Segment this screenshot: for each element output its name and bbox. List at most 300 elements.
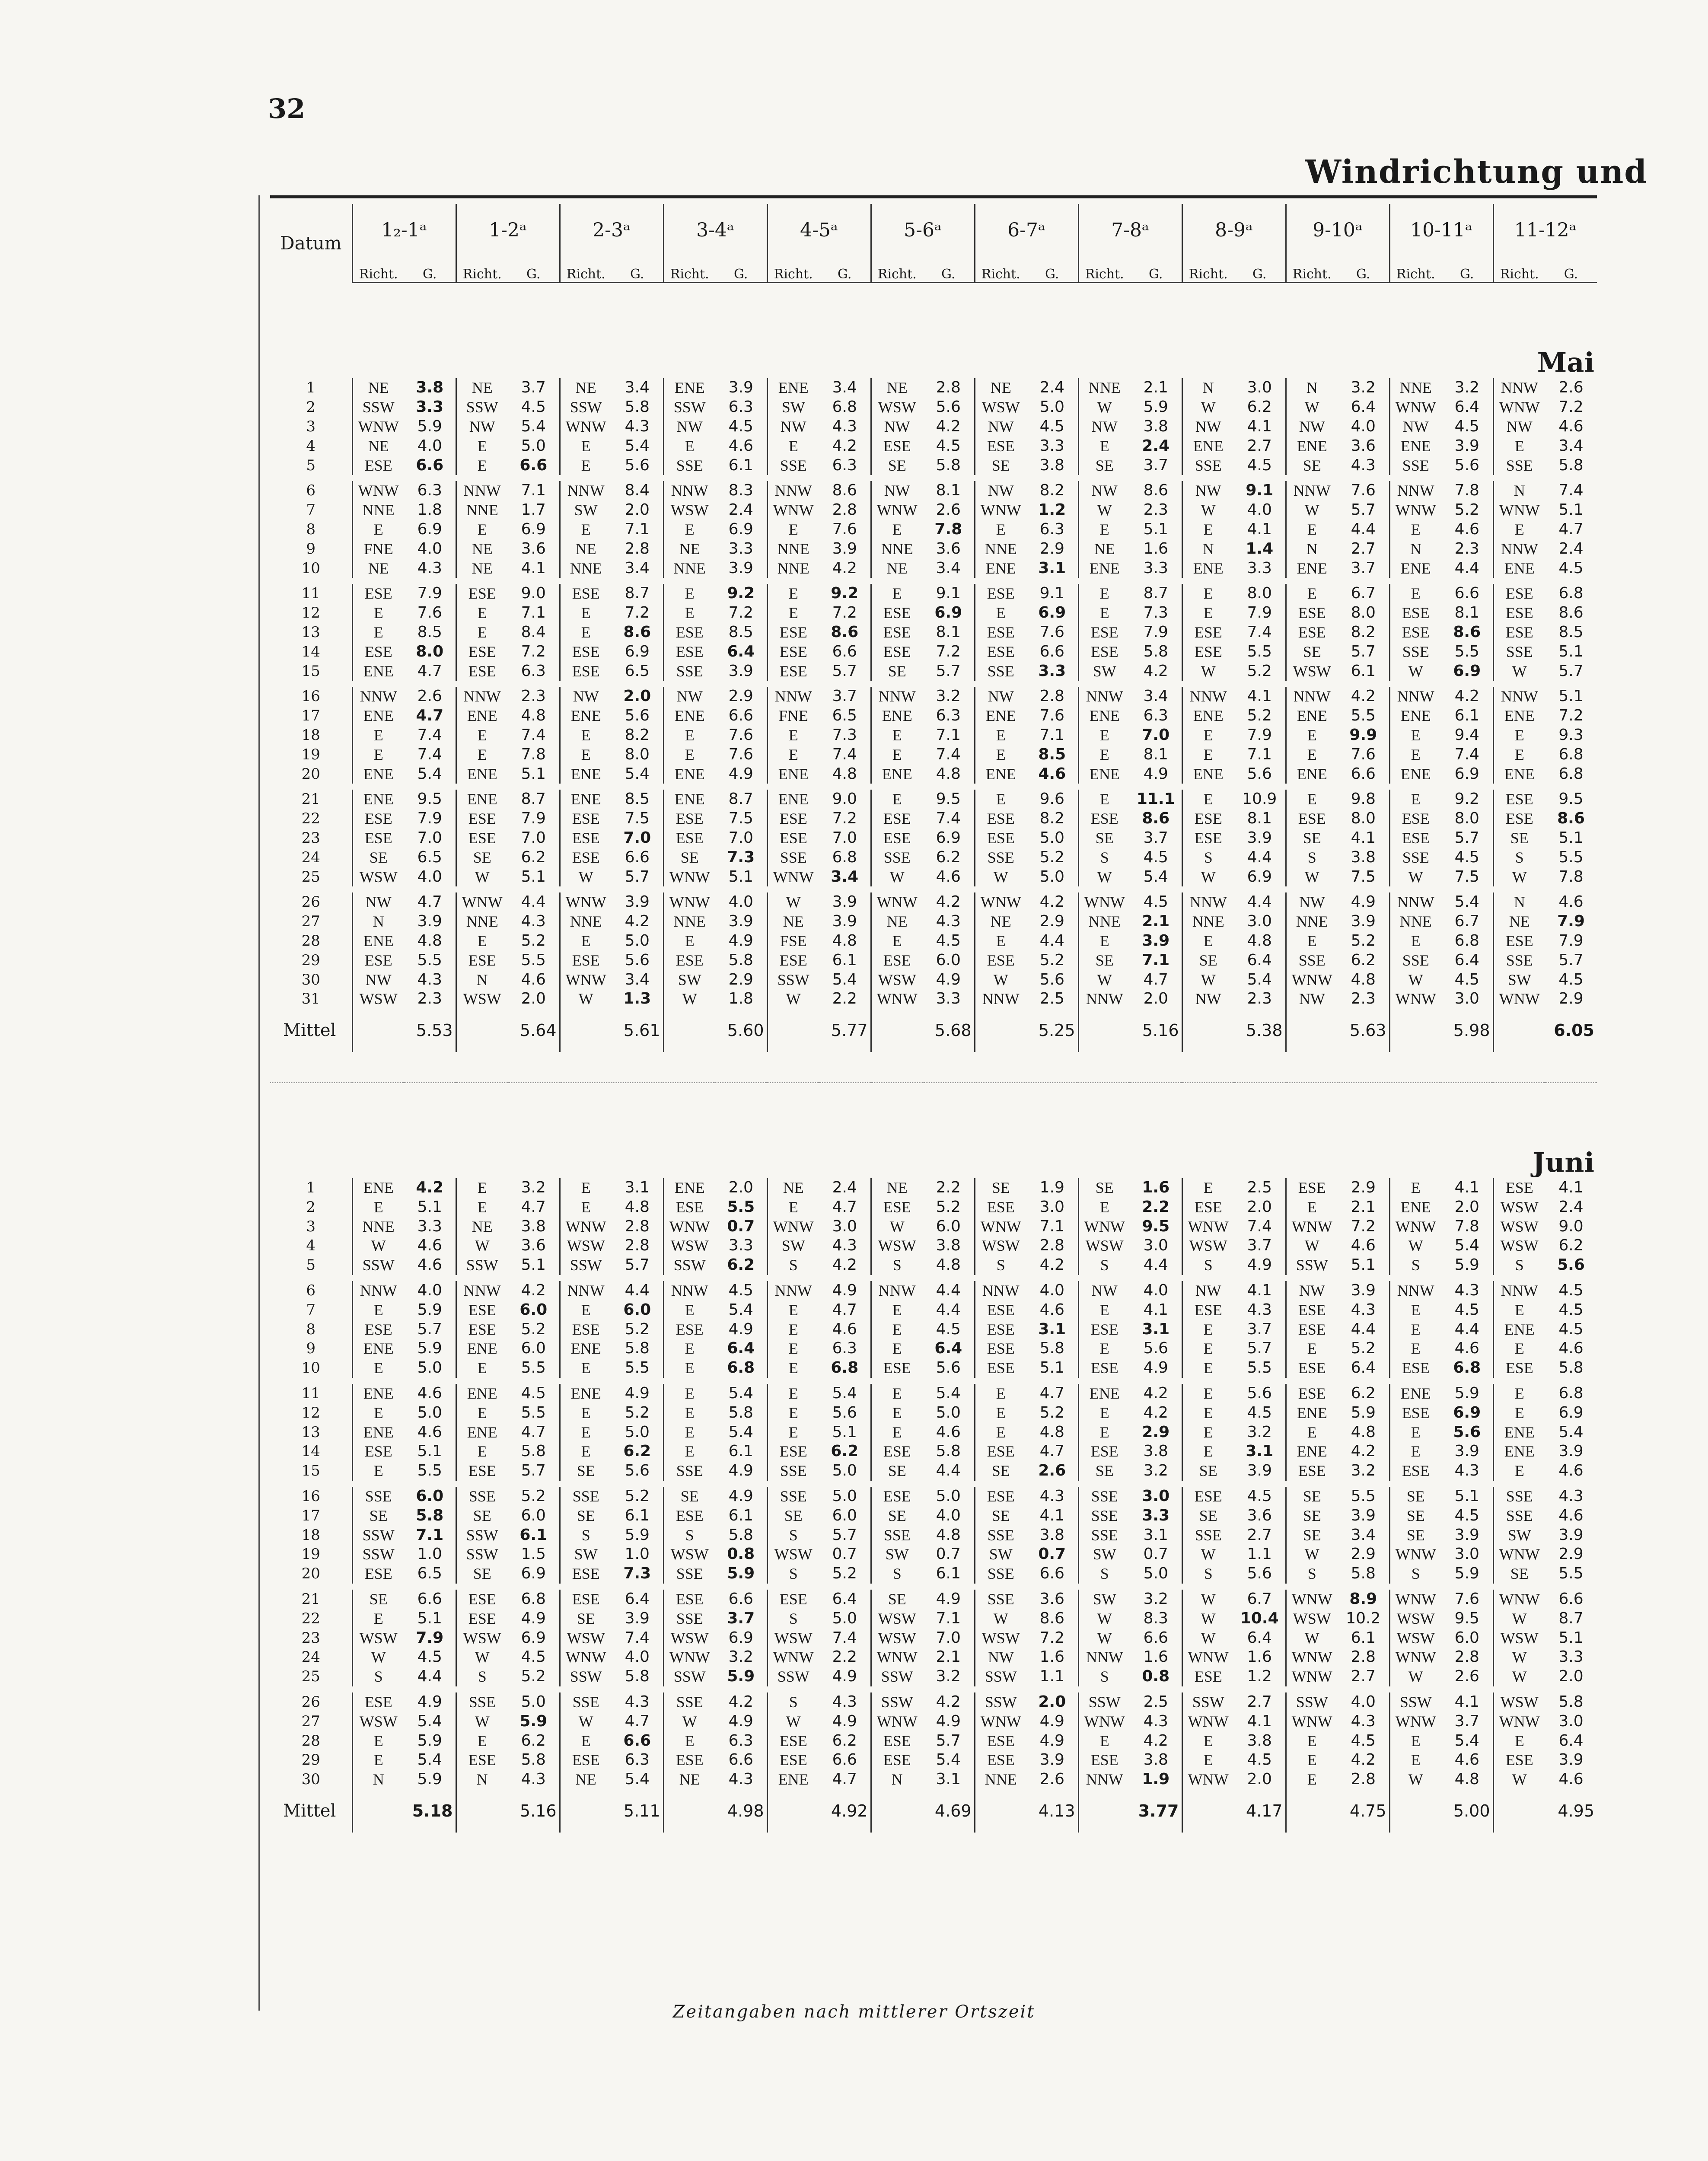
speed-cell: 4.5	[1558, 559, 1584, 577]
direction-cell: NNW	[1493, 539, 1545, 558]
speed-cell: 7.8	[1558, 867, 1584, 886]
direction-cell: ESE	[1286, 1358, 1338, 1378]
direction-cell: WNW	[1493, 1545, 1545, 1564]
speed-cell: 2.7	[1247, 1693, 1272, 1711]
speed-cell: 4.8	[625, 1198, 650, 1216]
direction-cell: WNW	[560, 1648, 612, 1667]
direction-cell: E	[663, 1339, 715, 1358]
direction-cell: ENE	[1286, 558, 1338, 578]
speed-cell: 7.0	[521, 829, 546, 847]
speed-cell: 6.6	[1558, 1590, 1584, 1608]
speed-cell: 4.9	[936, 1712, 961, 1730]
table-row	[270, 1609, 1597, 1628]
speed-cell: 9.4	[1454, 726, 1479, 744]
direction-cell: WSW	[975, 1236, 1026, 1256]
direction-cell: ENE	[352, 1384, 404, 1403]
day-cell: 30	[270, 1770, 352, 1789]
direction-cell: E	[1078, 931, 1130, 951]
speed-cell: 5.8	[625, 1339, 650, 1358]
direction-cell: ENE	[456, 706, 508, 726]
direction-cell: ESE	[352, 809, 404, 829]
speed-cell: 3.4	[831, 867, 859, 886]
speed-cell: 5.4	[625, 437, 650, 455]
speed-cell: 7.4	[1558, 481, 1584, 500]
speed-cell: 4.4	[936, 1281, 961, 1300]
direction-cell: N	[1182, 539, 1234, 558]
speed-cell: 3.8	[1143, 1442, 1168, 1460]
speed-cell: 5.4	[417, 1712, 442, 1730]
speed-cell: 8.0	[416, 642, 444, 660]
speed-cell: 8.1	[936, 481, 961, 500]
direction-cell: SSW	[456, 398, 508, 417]
direction-cell: E	[1182, 1442, 1234, 1461]
speed-cell: 8.6	[1557, 810, 1585, 828]
table-row	[270, 1178, 1597, 1198]
direction-cell: W	[456, 1236, 508, 1256]
direction-cell: E	[1286, 931, 1338, 951]
group-spacer	[270, 1686, 1597, 1692]
speed-cell: 11.1	[1136, 790, 1175, 808]
speed-cell: 4.2	[1351, 1751, 1376, 1769]
speed-cell: 5.6	[625, 1462, 650, 1480]
speed-cell: 7.1	[1039, 1217, 1064, 1235]
direction-cell: E	[1493, 1384, 1545, 1403]
direction-cell: E	[1389, 745, 1441, 764]
direction-cell: ENE	[456, 1422, 508, 1442]
month-heading-row	[270, 1083, 1597, 1178]
direction-cell: WSW	[871, 1236, 923, 1256]
table-row	[270, 1339, 1597, 1358]
direction-cell: SSE	[1389, 642, 1441, 661]
speed-cell: 4.2	[521, 1281, 546, 1300]
speed-cell: 3.2	[728, 1648, 753, 1666]
direction-cell: SSE	[975, 1590, 1026, 1609]
speed-cell: 6.8	[1454, 931, 1479, 950]
direction-cell: SSW	[352, 1256, 404, 1275]
speed-cell: 6.4	[1558, 1731, 1584, 1750]
direction-cell: E	[1078, 436, 1130, 456]
speed-cell: 1.2	[1038, 501, 1066, 519]
direction-cell: SSW	[663, 1667, 715, 1686]
speed-cell: 4.4	[521, 893, 546, 911]
direction-cell: SE	[975, 456, 1026, 475]
direction-cell: SSW	[560, 1256, 612, 1275]
hour-header: 4-5ᵃ	[767, 204, 871, 256]
speed-cell: 4.6	[1558, 1506, 1584, 1524]
direction-cell: S	[1078, 848, 1130, 867]
direction-cell: W	[456, 1648, 508, 1667]
day-cell: 19	[270, 1545, 352, 1564]
speed-cell: 6.2	[623, 1442, 651, 1460]
speed-cell: 7.8	[934, 520, 962, 538]
speed-cell: 6.0	[623, 1300, 651, 1319]
direction-cell: E	[560, 1442, 612, 1461]
speed-cell: 5.7	[936, 1731, 961, 1750]
direction-cell: SE	[871, 1461, 923, 1481]
speed-cell: 3.0	[1247, 379, 1272, 397]
speed-cell: 5.5	[1454, 642, 1479, 660]
speed-cell: 3.4	[625, 970, 650, 988]
speed-cell: 5.4	[1247, 970, 1272, 988]
mean-spacer	[663, 1789, 715, 1833]
direction-cell: E	[1182, 1384, 1234, 1403]
direction-cell: ESE	[352, 1442, 404, 1461]
speed-cell: 4.6	[1039, 1300, 1064, 1319]
speed-cell: 4.3	[1039, 1487, 1064, 1505]
direction-cell: ENE	[1389, 706, 1441, 726]
speed-cell: 6.4	[1247, 1629, 1272, 1647]
mean-spacer	[1493, 1009, 1545, 1052]
speed-cell: 5.5	[1558, 848, 1584, 866]
direction-cell: ENE	[1493, 1320, 1545, 1339]
speed-cell: 1.6	[1142, 1179, 1170, 1197]
direction-cell: NNE	[663, 912, 715, 931]
day-cell: 25	[270, 1667, 352, 1686]
mean-spacer	[1182, 1789, 1234, 1833]
direction-cell: SSW	[1286, 1256, 1338, 1275]
direction-cell: SSW	[456, 1256, 508, 1275]
day-cell: 28	[270, 931, 352, 951]
speed-cell: 4.2	[832, 437, 857, 455]
direction-cell: SW	[663, 970, 715, 989]
speed-cell: 5.6	[1143, 1339, 1168, 1358]
speed-cell: 6.1	[728, 1442, 753, 1460]
group-spacer	[270, 578, 1597, 584]
direction-cell: N	[1389, 539, 1441, 558]
direction-cell: NNE	[1182, 912, 1234, 931]
direction-cell: E	[975, 1422, 1026, 1442]
direction-cell: ESE	[456, 1609, 508, 1628]
speed-cell: 5.5	[1558, 1565, 1584, 1583]
day-cell: 17	[270, 1506, 352, 1525]
direction-cell: WNW	[767, 867, 819, 886]
speed-cell: 2.8	[1351, 1770, 1376, 1788]
direction-cell: S	[1078, 1256, 1130, 1275]
speed-cell: 8.7	[625, 584, 650, 602]
speed-cell: 8.6	[1039, 1609, 1064, 1627]
direction-cell: E	[975, 520, 1026, 539]
speed-cell: 5.2	[625, 1320, 650, 1338]
direction-cell: NE	[975, 912, 1026, 931]
table-row	[270, 1667, 1597, 1686]
direction-cell: E	[560, 931, 612, 951]
direction-cell: ESE	[1493, 931, 1545, 951]
direction-cell: ESE	[1078, 1320, 1130, 1339]
direction-cell: SE	[1286, 1525, 1338, 1545]
speed-cell: 4.8	[832, 931, 857, 950]
hour-header: 1₂-1ᵃ	[352, 204, 456, 256]
direction-cell: SSE	[975, 848, 1026, 867]
day-cell: 22	[270, 1609, 352, 1628]
direction-cell: NE	[871, 558, 923, 578]
speed-cell: 4.2	[416, 1179, 444, 1197]
direction-cell: S	[1286, 1564, 1338, 1584]
direction-cell: NW	[975, 417, 1026, 437]
header-row-hours	[270, 204, 1597, 256]
table-row	[270, 1198, 1597, 1217]
direction-cell: E	[1493, 520, 1545, 539]
direction-cell: E	[352, 1609, 404, 1628]
speed-cell: 7.9	[416, 1629, 444, 1647]
speed-cell: 1.8	[728, 990, 753, 1008]
mean-spacer	[871, 1789, 923, 1833]
direction-cell: SSW	[456, 1525, 508, 1545]
speed-cell: 4.6	[1558, 893, 1584, 911]
direction-cell: NNW	[1389, 687, 1441, 706]
table-row	[270, 603, 1597, 623]
direction-cell: WSW	[1493, 1628, 1545, 1648]
speed-cell: 3.6	[1351, 437, 1376, 455]
table-row	[270, 867, 1597, 886]
speed-cell: 5.2	[1247, 662, 1272, 680]
direction-cell: NNW	[1078, 687, 1130, 706]
speed-cell: 4.1	[1454, 1693, 1479, 1711]
speed-cell: 4.0	[1039, 1281, 1064, 1300]
direction-cell: E	[1286, 520, 1338, 539]
speed-cell: 3.7	[832, 687, 857, 705]
speed-cell: 0.8	[1142, 1667, 1170, 1686]
table-row	[270, 1384, 1597, 1403]
direction-cell: N	[1493, 892, 1545, 912]
speed-cell: 2.7	[1351, 1667, 1376, 1686]
mean-spacer	[767, 1009, 819, 1052]
speed-cell: 5.4	[417, 765, 442, 783]
speed-cell: 3.8	[1143, 417, 1168, 435]
direction-cell: ESE	[871, 603, 923, 623]
direction-cell: ESE	[767, 950, 819, 970]
speed-cell: 4.2	[832, 559, 857, 577]
speed-cell: 5.7	[1351, 642, 1376, 660]
speed-cell: 4.4	[1247, 893, 1272, 911]
speed-cell: 3.9	[832, 912, 857, 931]
mean-spacer	[1493, 1789, 1545, 1833]
group-spacer	[270, 1378, 1597, 1384]
speed-cell: 5.1	[417, 1442, 442, 1460]
speed-cell: 8.7	[521, 790, 546, 808]
speed-cell: 4.1	[1558, 1179, 1584, 1197]
direction-cell: NNE	[975, 1770, 1026, 1789]
speed-cell: 3.6	[521, 1237, 546, 1255]
direction-cell: W	[1182, 398, 1234, 417]
direction-cell: SE	[1078, 456, 1130, 475]
direction-cell: E	[975, 726, 1026, 745]
direction-cell: E	[871, 1339, 923, 1358]
direction-cell: W	[1182, 661, 1234, 681]
speed-cell: 5.0	[1039, 398, 1064, 416]
speed-cell: 4.5	[1558, 970, 1584, 988]
speed-cell: 7.9	[1247, 726, 1272, 744]
speed-cell: 8.0	[1351, 810, 1376, 828]
direction-cell: NW	[975, 481, 1026, 500]
direction-cell: WNW	[663, 1217, 715, 1236]
speed-cell: 7.5	[625, 810, 650, 828]
day-cell: 15	[270, 661, 352, 681]
direction-cell: SSW	[663, 398, 715, 417]
direction-cell: E	[975, 1403, 1026, 1422]
speed-cell: 4.6	[1454, 1339, 1479, 1358]
speed-cell: 4.5	[1247, 1487, 1272, 1505]
day-cell: 31	[270, 989, 352, 1009]
direction-cell: E	[975, 603, 1026, 623]
speed-subheader: G.	[923, 256, 975, 283]
direction-cell: ESE	[871, 436, 923, 456]
speed-cell: 3.2	[1351, 1462, 1376, 1480]
speed-cell: 7.4	[417, 745, 442, 763]
speed-subheader: G.	[1026, 256, 1078, 283]
speed-subheader: G.	[1441, 256, 1493, 283]
direction-cell: SE	[1493, 1564, 1545, 1584]
day-cell: 12	[270, 603, 352, 623]
direction-cell: E	[1389, 1422, 1441, 1442]
speed-cell: 9.5	[1142, 1217, 1170, 1235]
direction-cell: SE	[663, 1487, 715, 1506]
speed-cell: 7.5	[1351, 867, 1376, 886]
speed-cell: 6.3	[1039, 520, 1064, 538]
speed-cell: 5.8	[1039, 1339, 1064, 1358]
speed-cell: 6.3	[832, 1339, 857, 1358]
direction-cell: NNW	[871, 687, 923, 706]
speed-cell: 2.9	[1039, 912, 1064, 931]
speed-cell: 6.2	[1351, 1384, 1376, 1402]
speed-cell: 4.7	[417, 662, 442, 680]
day-cell: 3	[270, 417, 352, 437]
speed-cell: 4.2	[1039, 1256, 1064, 1274]
speed-cell: 4.3	[832, 1237, 857, 1255]
direction-cell: NW	[871, 417, 923, 437]
direction-cell: SE	[1286, 829, 1338, 848]
table-row	[270, 1236, 1597, 1256]
direction-cell: SSE	[767, 1461, 819, 1481]
direction-cell: WNW	[1493, 500, 1545, 520]
direction-cell: E	[1286, 1422, 1338, 1442]
hour-header: 7-8ᵃ	[1078, 204, 1182, 256]
speed-cell: 7.1	[521, 604, 546, 622]
direction-cell: SSE	[456, 1487, 508, 1506]
speed-cell: 3.2	[1143, 1462, 1168, 1480]
direction-cell: WSW	[767, 1545, 819, 1564]
direction-cell: S	[663, 1525, 715, 1545]
speed-cell: 6.8	[521, 1590, 546, 1608]
speed-cell: 5.2	[625, 1403, 650, 1422]
direction-cell: ESE	[1078, 1750, 1130, 1770]
direction-cell: E	[1493, 745, 1545, 764]
direction-cell: N	[352, 912, 404, 931]
speed-cell: 3.8	[521, 1217, 546, 1235]
direction-cell: ESE	[456, 584, 508, 603]
speed-cell: 5.6	[625, 951, 650, 969]
direction-cell: E	[456, 456, 508, 475]
mean-value: 4.75	[1349, 1801, 1386, 1820]
direction-cell: SE	[456, 848, 508, 867]
speed-cell: 6.4	[625, 1590, 650, 1608]
direction-cell: ESE	[352, 1320, 404, 1339]
direction-cell: E	[663, 1358, 715, 1378]
direction-cell: W	[1493, 661, 1545, 681]
direction-cell: NW	[1078, 1281, 1130, 1300]
direction-cell: E	[1078, 726, 1130, 745]
speed-cell: 5.8	[625, 398, 650, 416]
speed-cell: 3.9	[728, 662, 753, 680]
speed-cell: 4.3	[521, 912, 546, 931]
day-cell: 3	[270, 1217, 352, 1236]
mean-row	[270, 1789, 1597, 1833]
speed-cell: 6.9	[936, 829, 961, 847]
speed-cell: 5.4	[417, 1751, 442, 1769]
direction-cell: NNE	[352, 1217, 404, 1236]
speed-cell: 6.6	[416, 456, 444, 474]
direction-cell: E	[767, 745, 819, 764]
direction-cell: S	[1493, 848, 1545, 867]
speed-cell: 5.9	[417, 1300, 442, 1319]
day-cell: 23	[270, 1628, 352, 1648]
direction-cell: ESE	[352, 642, 404, 661]
speed-cell: 7.0	[1142, 726, 1170, 744]
direction-cell: E	[1389, 1731, 1441, 1750]
speed-cell: 7.1	[416, 1526, 444, 1544]
speed-cell: 3.1	[1246, 1442, 1274, 1460]
speed-cell: 6.2	[521, 1731, 546, 1750]
direction-cell: E	[1493, 1300, 1545, 1320]
direction-cell: ESE	[1389, 809, 1441, 829]
speed-cell: 2.9	[1558, 1545, 1584, 1563]
speed-cell: 4.1	[1247, 1281, 1272, 1300]
day-cell: 26	[270, 1692, 352, 1712]
speed-cell: 7.0	[936, 1629, 961, 1647]
speed-cell: 3.9	[1558, 1442, 1584, 1460]
day-cell: 18	[270, 726, 352, 745]
day-cell: 10	[270, 1358, 352, 1378]
direction-cell: WNW	[663, 1648, 715, 1667]
speed-cell: 8.0	[625, 745, 650, 763]
direction-cell: E	[456, 931, 508, 951]
table-row	[270, 584, 1597, 603]
direction-cell: NW	[1182, 989, 1234, 1009]
direction-cell: E	[1182, 1403, 1234, 1422]
direction-cell: E	[1389, 790, 1441, 809]
direction-cell: SE	[456, 1506, 508, 1525]
speed-cell: 6.3	[521, 662, 546, 680]
direction-cell: NW	[871, 481, 923, 500]
direction-cell: E	[1182, 1731, 1234, 1750]
direction-cell: SE	[975, 1461, 1026, 1481]
direction-cell: ESE	[560, 829, 612, 848]
direction-cell: WNW	[1389, 1590, 1441, 1609]
speed-cell: 4.5	[936, 931, 961, 950]
direction-cell: ENE	[1078, 558, 1130, 578]
direction-cell: E	[663, 931, 715, 951]
direction-cell: ENE	[1389, 764, 1441, 784]
direction-cell: ESE	[352, 584, 404, 603]
speed-subheader: G.	[819, 256, 871, 283]
speed-cell: 4.8	[936, 1526, 961, 1544]
speed-cell: 5.9	[1351, 1403, 1376, 1422]
direction-cell: E	[1389, 520, 1441, 539]
speed-cell: 5.7	[1351, 501, 1376, 519]
direction-cell: WSW	[1182, 1236, 1234, 1256]
speed-cell: 3.6	[521, 539, 546, 558]
speed-cell: 5.1	[728, 867, 753, 886]
speed-cell: 4.9	[936, 970, 961, 988]
speed-cell: 2.3	[417, 990, 442, 1008]
speed-subheader: G.	[612, 256, 663, 283]
direction-cell: SW	[767, 398, 819, 417]
direction-cell: NNW	[767, 687, 819, 706]
speed-cell: 4.3	[1351, 456, 1376, 474]
direction-cell: ESE	[663, 829, 715, 848]
direction-cell: ENE	[1286, 764, 1338, 784]
direction-cell: W	[1286, 1628, 1338, 1648]
speed-cell: 4.9	[832, 1712, 857, 1730]
